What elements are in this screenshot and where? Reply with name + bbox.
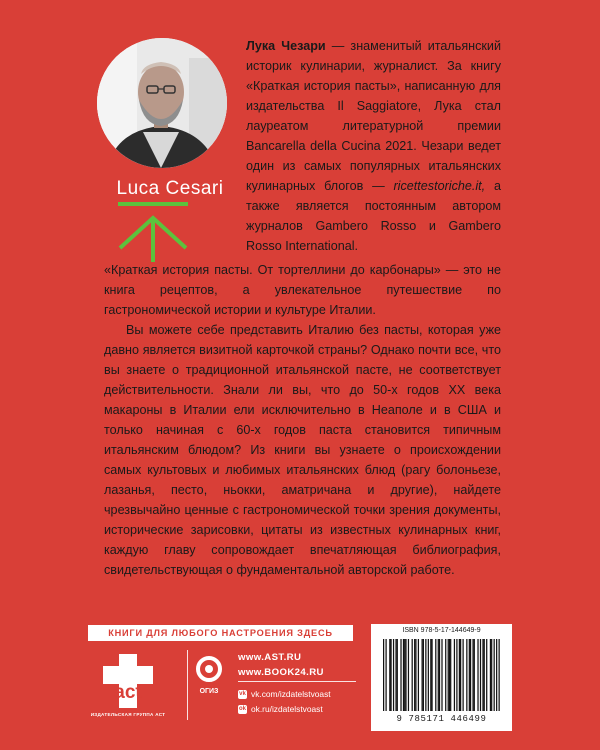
barcode-bar — [438, 639, 439, 711]
isbn-label: ISBN 978-5-17-144649-9 — [402, 627, 481, 634]
barcode-bar — [385, 639, 386, 711]
barcode-bar — [435, 639, 436, 711]
barcode-bar — [439, 639, 440, 711]
barcode-bar — [400, 639, 401, 711]
barcode-bar — [480, 639, 481, 711]
blog-name: ricettestoriche.it, — [393, 179, 486, 193]
barcode-bar — [425, 639, 426, 711]
barcode-bar — [405, 639, 406, 711]
barcode-bar — [490, 639, 491, 711]
ok-link-text: ok.ru/izdatelstvoast — [251, 704, 323, 714]
barcode-bars — [383, 639, 501, 711]
author-name: Лука Чезари — [246, 39, 326, 53]
barcode-bar — [496, 639, 497, 711]
ast-logo-text: act — [114, 682, 142, 703]
barcode-bar — [430, 639, 431, 711]
barcode-bar — [412, 639, 413, 711]
annotation-paragraph-1: «Краткая история пасты. От тортеллини до карбонары» — это не книга рецептов, а увлекательное путешествие по гастрономической истории и культуре Италии. — [104, 263, 501, 317]
barcode-bar — [393, 639, 394, 711]
barcode-bar — [431, 639, 432, 711]
barcode-bar — [389, 639, 390, 711]
barcode-bar — [460, 639, 461, 711]
barcode-bar — [403, 639, 404, 711]
barcode-bar — [415, 639, 416, 711]
ok-link[interactable] — [238, 703, 323, 715]
barcode-bar — [462, 639, 463, 711]
book-annotation — [104, 260, 501, 580]
barcode-bar — [474, 639, 475, 711]
publisher-caption: ИЗДАТЕЛЬСКАЯ ГРУППА АСТ — [90, 712, 166, 717]
barcode — [383, 639, 501, 711]
ast-website-link[interactable]: www.AST.RU — [238, 652, 302, 663]
barcode-bar — [484, 639, 485, 711]
barcode-bar — [499, 639, 500, 711]
barcode-bar — [472, 639, 473, 711]
annotation-paragraph-2: Вы можете себе представить Италию без пасты, которая уже давно является визитной карточкой страны? Однако почти все, что вы знаете о традиционной итальянской пасте, не соответствует действительности. Знали ли вы, что до 50-х годов XX века макароны в Италии ели исключительно в Неаполе и в США и только начиная с 60-х годов паста становится типичным итальянским блюдом? Из книги вы узнаете о происхождении самых культовых и любимых итальянских блюд (рагу болоньезе, лазанья, песто, ньокки, аматричана и другие), найдете чрезвычайно ценные с гастрономической точки зрения документы, исторические зарисовки, цитаты из известных кулинарных книг, каждую главу сопровождает впечатляющая библиография, свидетельствующая о фундаментальной авторской работе. — [104, 323, 501, 577]
barcode-bar — [445, 639, 446, 711]
barcode-digits: 9 785171 446499 — [396, 714, 487, 724]
barcode-bar — [494, 639, 495, 711]
barcode-bar — [422, 639, 423, 711]
barcode-bar — [428, 639, 429, 711]
ok-icon: ok — [238, 705, 246, 712]
tagline-banner: КНИГИ ДЛЯ ЛЮБОГО НАСТРОЕНИЯ ЗДЕСЬ — [88, 625, 353, 641]
vk-icon: vk — [239, 690, 246, 697]
author-caption: Luca Cesari — [116, 178, 224, 199]
book24-website-link[interactable]: www.BOOK24.RU — [238, 667, 324, 678]
barcode-bar — [477, 639, 478, 711]
barcode-bar — [469, 639, 470, 711]
barcode-bar — [486, 639, 487, 711]
barcode-bar — [397, 639, 398, 711]
author-portrait — [97, 38, 227, 168]
up-arrow-icon — [108, 200, 198, 262]
footer-divider-vertical — [187, 650, 188, 720]
barcode-bar — [450, 639, 451, 711]
barcode-bar — [466, 639, 467, 711]
barcode-bar — [404, 639, 405, 711]
barcode-bar — [390, 639, 391, 711]
author-photo-image — [97, 38, 227, 168]
barcode-bar — [459, 639, 460, 711]
barcode-bar — [470, 639, 471, 711]
barcode-bar — [449, 639, 450, 711]
barcode-bar — [423, 639, 424, 711]
barcode-bar — [408, 639, 409, 711]
footer-divider-horizontal — [238, 681, 356, 682]
ogiz-logo — [196, 656, 222, 682]
barcode-bar — [456, 639, 457, 711]
barcode-bar — [482, 639, 483, 711]
barcode-bar — [383, 639, 384, 711]
barcode-bar — [448, 639, 449, 711]
ogiz-label: ОГИЗ — [199, 688, 219, 695]
barcode-bar — [395, 639, 396, 711]
barcode-bar — [454, 639, 455, 711]
vk-link[interactable] — [238, 688, 331, 700]
author-bio — [246, 36, 501, 256]
barcode-bar — [418, 639, 419, 711]
vk-link-text: vk.com/izdatelstvoast — [251, 689, 331, 699]
bio-text-part1: — знаменитый итальянский историк кулинарии, журналист. За книгу «Краткая история пасты», написанную для издательства Il Saggiatore, Лука стал лауреатом литературной премии Bancarella della Cucina 2021. Чезари ведет один из самых популярных итальянских кулинарных блогов — — [246, 39, 501, 193]
barcode-bar — [441, 639, 442, 711]
barcode-panel — [371, 624, 512, 731]
bio-text-part2: а также является постоянным автором журналов Gambero Rosso и Gambero Rosso International. — [246, 179, 501, 253]
barcode-bar — [491, 639, 492, 711]
barcode-bar — [414, 639, 415, 711]
